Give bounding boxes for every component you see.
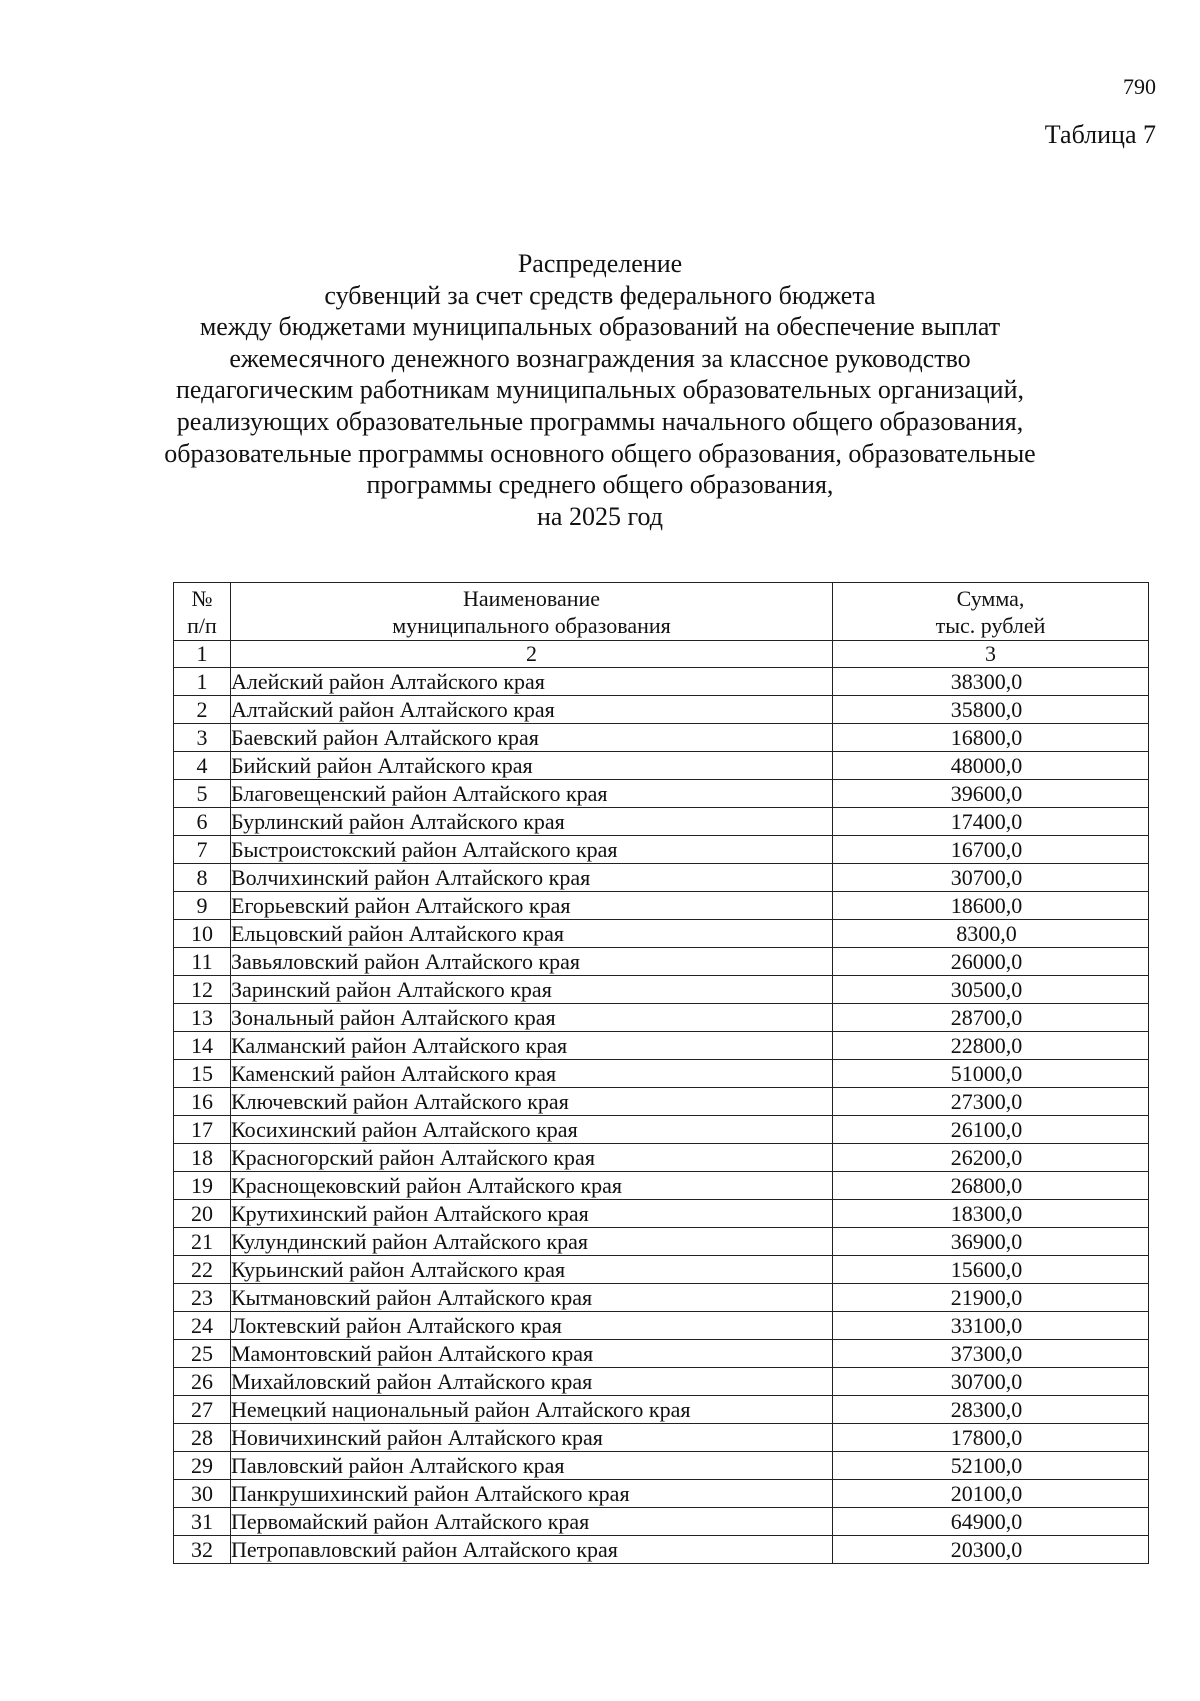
amount-value: 30700,0 <box>950 1369 1023 1394</box>
table-row <box>174 724 1149 752</box>
amount-cell <box>833 696 1149 724</box>
amount-value: 28700,0 <box>950 1005 1023 1030</box>
municipality-name-cell: Новичихинский район Алтайского края <box>231 1424 833 1452</box>
table-row <box>174 1032 1149 1060</box>
amount-value: 20300,0 <box>950 1537 1023 1562</box>
row-number-cell: 18 <box>174 1144 231 1172</box>
header-num <box>174 583 231 641</box>
amount-value: 22800,0 <box>950 1033 1023 1058</box>
table-row <box>174 1172 1149 1200</box>
table-row <box>174 1508 1149 1536</box>
table-row <box>174 808 1149 836</box>
amount-value: 33100,0 <box>950 1313 1023 1338</box>
amount-value: 39600,0 <box>950 781 1023 806</box>
header-name-line: муниципального образования <box>392 613 671 638</box>
row-number-cell: 6 <box>174 808 231 836</box>
amount-cell <box>833 1508 1149 1536</box>
title-line: ежемесячного денежного вознаграждения за классное руководство <box>229 343 971 373</box>
municipality-name-cell: Завьяловский район Алтайского края <box>231 948 833 976</box>
amount-cell <box>833 1536 1149 1564</box>
amount-value: 48000,0 <box>950 753 1023 778</box>
row-number-cell: 17 <box>174 1116 231 1144</box>
municipality-name-cell: Зональный район Алтайского края <box>231 1004 833 1032</box>
document-title <box>0 248 1200 532</box>
title-line: образовательные программы основного общего образования, образовательные <box>164 438 1036 468</box>
amount-cell <box>833 920 1149 948</box>
distribution-table <box>173 582 1149 1564</box>
amount-cell <box>833 1340 1149 1368</box>
table-row <box>174 1088 1149 1116</box>
municipality-name-cell: Крутихинский район Алтайского края <box>231 1200 833 1228</box>
amount-value: 51000,0 <box>950 1061 1023 1086</box>
amount-cell <box>833 1312 1149 1340</box>
row-number-cell: 8 <box>174 864 231 892</box>
table-row <box>174 1116 1149 1144</box>
row-number-cell: 21 <box>174 1228 231 1256</box>
municipality-name-cell: Кулундинский район Алтайского края <box>231 1228 833 1256</box>
municipality-name-cell: Курьинский район Алтайского края <box>231 1256 833 1284</box>
amount-cell <box>833 1256 1149 1284</box>
municipality-name-cell: Ельцовский район Алтайского края <box>231 920 833 948</box>
table-row <box>174 1060 1149 1088</box>
municipality-name-cell: Михайловский район Алтайского края <box>231 1368 833 1396</box>
amount-value: 30700,0 <box>950 865 1023 890</box>
row-number-cell: 26 <box>174 1368 231 1396</box>
amount-cell <box>833 1452 1149 1480</box>
amount-cell <box>833 1004 1149 1032</box>
amount-value: 52100,0 <box>950 1453 1023 1478</box>
column-index: 2 <box>231 641 833 668</box>
title-line: субвенций за счет средств федерального бюджета <box>324 280 876 310</box>
table-row <box>174 920 1149 948</box>
amount-cell <box>833 1480 1149 1508</box>
row-number-cell: 3 <box>174 724 231 752</box>
amount-cell <box>833 1032 1149 1060</box>
amount-cell <box>833 892 1149 920</box>
row-number-cell: 24 <box>174 1312 231 1340</box>
amount-cell <box>833 1424 1149 1452</box>
amount-value: 27300,0 <box>950 1089 1023 1114</box>
table-row <box>174 1004 1149 1032</box>
amount-value: 26000,0 <box>950 949 1023 974</box>
title-line: реализующих образовательные программы начального общего образования, <box>176 406 1024 436</box>
table-row <box>174 892 1149 920</box>
amount-cell <box>833 1396 1149 1424</box>
amount-cell <box>833 1088 1149 1116</box>
page-number: 790 <box>1123 74 1156 99</box>
amount-cell <box>833 976 1149 1004</box>
amount-cell <box>833 1228 1149 1256</box>
row-number-cell: 12 <box>174 976 231 1004</box>
amount-value: 18600,0 <box>950 893 1023 918</box>
row-number-cell: 25 <box>174 1340 231 1368</box>
row-number-cell: 22 <box>174 1256 231 1284</box>
table-row <box>174 780 1149 808</box>
row-number-cell: 20 <box>174 1200 231 1228</box>
title-line: между бюджетами муниципальных образований на обеспечение выплат <box>199 312 1001 342</box>
amount-value: 16800,0 <box>950 725 1023 750</box>
row-number-cell: 15 <box>174 1060 231 1088</box>
table-row <box>174 1144 1149 1172</box>
row-number-cell: 13 <box>174 1004 231 1032</box>
municipality-name-cell: Бийский район Алтайского края <box>231 752 833 780</box>
municipality-name-cell: Бурлинский район Алтайского края <box>231 808 833 836</box>
amount-cell <box>833 808 1149 836</box>
table-row <box>174 1452 1149 1480</box>
municipality-name-cell: Алейский район Алтайского края <box>231 668 833 696</box>
municipality-name-cell: Краснощековский район Алтайского края <box>231 1172 833 1200</box>
row-number-cell: 9 <box>174 892 231 920</box>
amount-value: 26200,0 <box>950 1145 1023 1170</box>
municipality-name-cell: Заринский район Алтайского края <box>231 976 833 1004</box>
row-number-cell: 32 <box>174 1536 231 1564</box>
table-row <box>174 1340 1149 1368</box>
column-index: 3 <box>833 641 1149 668</box>
header-sum-line: тыс. рублей <box>935 613 1046 638</box>
municipality-name-cell: Косихинский район Алтайского края <box>231 1116 833 1144</box>
row-number-cell: 27 <box>174 1396 231 1424</box>
row-number-cell: 11 <box>174 948 231 976</box>
row-number-cell: 5 <box>174 780 231 808</box>
table-row <box>174 752 1149 780</box>
amount-value: 15600,0 <box>950 1257 1023 1282</box>
municipality-name-cell: Павловский район Алтайского края <box>231 1452 833 1480</box>
row-number-cell: 31 <box>174 1508 231 1536</box>
table-row <box>174 976 1149 1004</box>
municipality-name-cell: Локтевский район Алтайского края <box>231 1312 833 1340</box>
header-sum-line: Сумма, <box>956 586 1025 611</box>
amount-cell <box>833 1284 1149 1312</box>
column-index-row <box>174 641 1149 668</box>
municipality-name-cell: Ключевский район Алтайского края <box>231 1088 833 1116</box>
row-number-cell: 28 <box>174 1424 231 1452</box>
municipality-name-cell: Красногорский район Алтайского края <box>231 1144 833 1172</box>
row-number-cell: 19 <box>174 1172 231 1200</box>
amount-cell <box>833 668 1149 696</box>
table-row <box>174 1396 1149 1424</box>
title-line: на 2025 год <box>537 501 663 531</box>
table-row <box>174 696 1149 724</box>
amount-value: 26100,0 <box>950 1117 1023 1142</box>
header-num-line: п/п <box>187 613 217 638</box>
row-number-cell: 10 <box>174 920 231 948</box>
amount-value: 17800,0 <box>950 1425 1023 1450</box>
table-row <box>174 1284 1149 1312</box>
amount-value: 18300,0 <box>950 1201 1023 1226</box>
column-index: 1 <box>174 641 231 668</box>
amount-value: 20100,0 <box>950 1481 1023 1506</box>
table-row <box>174 836 1149 864</box>
amount-cell <box>833 836 1149 864</box>
header-sum <box>833 583 1149 641</box>
municipality-name-cell: Волчихинский район Алтайского края <box>231 864 833 892</box>
municipality-name-cell: Петропавловский район Алтайского края <box>231 1536 833 1564</box>
row-number-cell: 16 <box>174 1088 231 1116</box>
table-caption: Таблица 7 <box>1044 120 1156 149</box>
table-row <box>174 1228 1149 1256</box>
header-name-line: Наименование <box>462 586 601 611</box>
row-number-cell: 14 <box>174 1032 231 1060</box>
amount-cell <box>833 1200 1149 1228</box>
header-name <box>231 583 833 641</box>
amount-cell <box>833 780 1149 808</box>
amount-value: 35800,0 <box>950 697 1023 722</box>
municipality-name-cell: Кытмановский район Алтайского края <box>231 1284 833 1312</box>
amount-value: 28300,0 <box>950 1397 1023 1422</box>
row-number-cell: 23 <box>174 1284 231 1312</box>
table-header-row <box>174 583 1149 641</box>
amount-cell <box>833 864 1149 892</box>
row-number-cell: 7 <box>174 836 231 864</box>
table-row <box>174 1368 1149 1396</box>
municipality-name-cell: Баевский район Алтайского края <box>231 724 833 752</box>
amount-value: 37300,0 <box>950 1341 1023 1366</box>
amount-value: 36900,0 <box>950 1229 1023 1254</box>
table-row <box>174 864 1149 892</box>
table-body <box>174 668 1149 1564</box>
table-row <box>174 1480 1149 1508</box>
amount-cell <box>833 1144 1149 1172</box>
municipality-name-cell: Алтайский район Алтайского края <box>231 696 833 724</box>
row-number-cell: 29 <box>174 1452 231 1480</box>
title-line: программы среднего общего образования, <box>366 470 834 500</box>
table-row <box>174 1536 1149 1564</box>
municipality-name-cell: Каменский район Алтайского края <box>231 1060 833 1088</box>
amount-value: 8300,0 <box>956 921 1017 946</box>
title-line: Распределение <box>517 249 683 278</box>
table-row <box>174 1424 1149 1452</box>
table-row <box>174 668 1149 696</box>
row-number-cell: 4 <box>174 752 231 780</box>
row-number-cell: 2 <box>174 696 231 724</box>
amount-cell <box>833 752 1149 780</box>
table-row <box>174 1256 1149 1284</box>
table-row <box>174 1200 1149 1228</box>
table-row <box>174 1312 1149 1340</box>
municipality-name-cell: Быстроистокский район Алтайского края <box>231 836 833 864</box>
amount-cell <box>833 948 1149 976</box>
amount-cell <box>833 1368 1149 1396</box>
municipality-name-cell: Мамонтовский район Алтайского края <box>231 1340 833 1368</box>
amount-value: 21900,0 <box>950 1285 1023 1310</box>
municipality-name-cell: Калманский район Алтайского края <box>231 1032 833 1060</box>
row-number-cell: 1 <box>174 668 231 696</box>
municipality-name-cell: Немецкий национальный район Алтайского края <box>231 1396 833 1424</box>
header-num-line: № <box>191 586 213 611</box>
title-line: педагогическим работникам муниципальных образовательных организаций, <box>175 375 1025 405</box>
municipality-name-cell: Благовещенский район Алтайского края <box>231 780 833 808</box>
municipality-name-cell: Первомайский район Алтайского края <box>231 1508 833 1536</box>
table-row <box>174 948 1149 976</box>
amount-value: 30500,0 <box>950 977 1023 1002</box>
amount-cell <box>833 1172 1149 1200</box>
municipality-name-cell: Панкрушихинский район Алтайского края <box>231 1480 833 1508</box>
municipality-name-cell: Егорьевский район Алтайского края <box>231 892 833 920</box>
amount-cell <box>833 1060 1149 1088</box>
amount-value: 64900,0 <box>950 1509 1023 1534</box>
amount-cell <box>833 1116 1149 1144</box>
amount-value: 17400,0 <box>950 809 1023 834</box>
row-number-cell: 30 <box>174 1480 231 1508</box>
amount-cell <box>833 724 1149 752</box>
amount-value: 26800,0 <box>950 1173 1023 1198</box>
amount-value: 38300,0 <box>950 669 1023 694</box>
amount-value: 16700,0 <box>950 837 1023 862</box>
